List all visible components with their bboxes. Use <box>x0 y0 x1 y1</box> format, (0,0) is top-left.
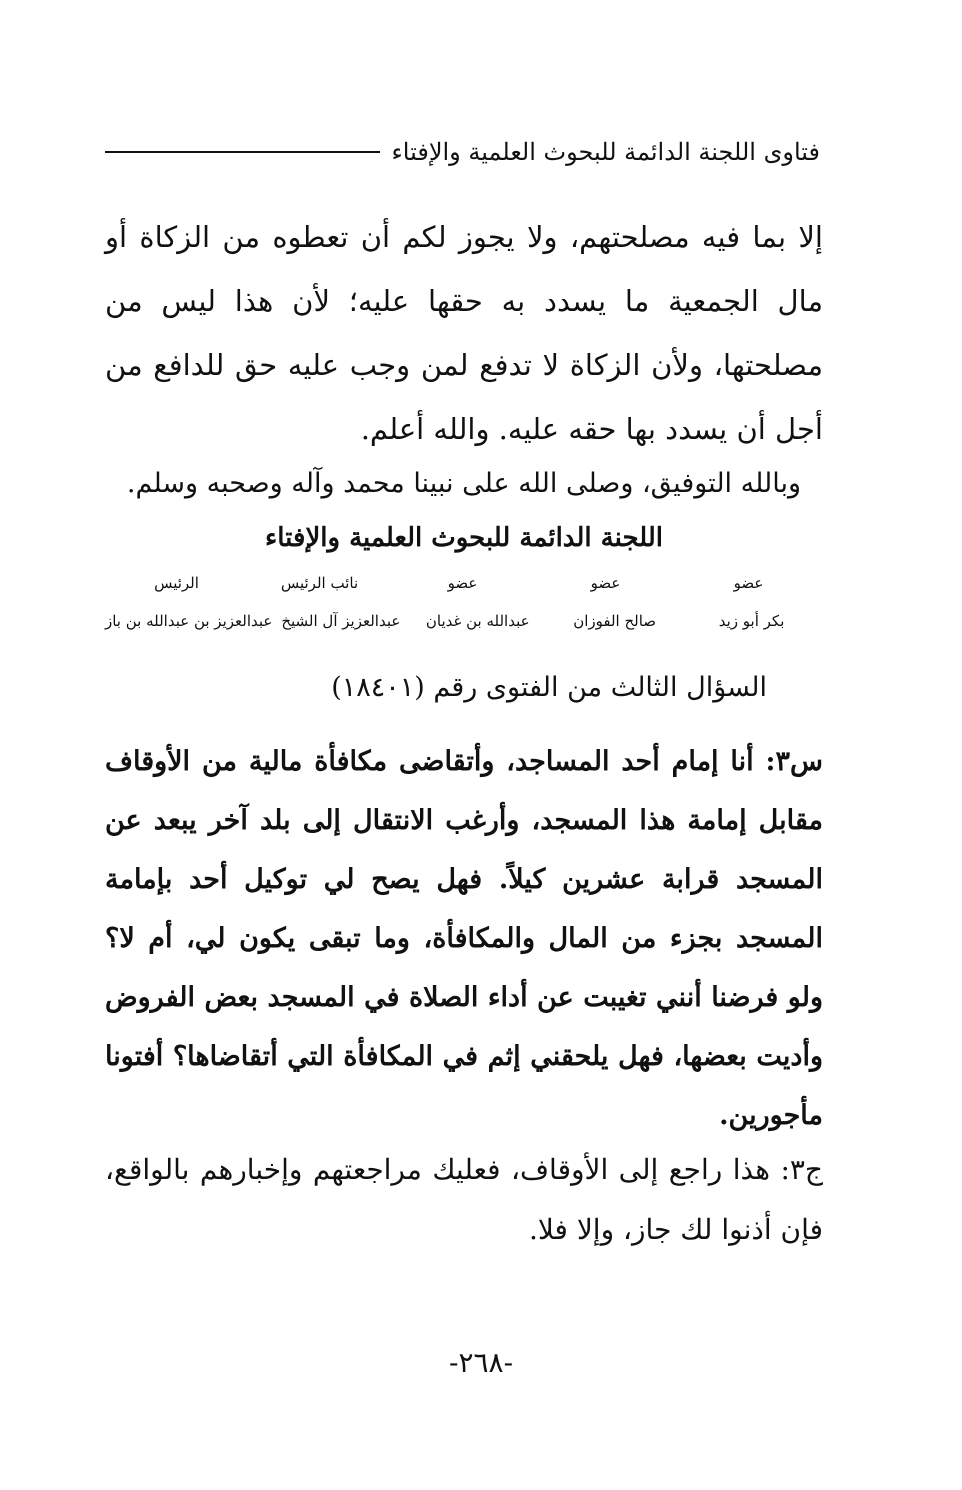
committee-name: اللجنة الدائمة للبحوث العلمية والإفتاء <box>265 523 663 553</box>
signatory-roles <box>105 574 820 592</box>
signatory-name: عبدالعزيز بن عبدالله بن باز <box>104 612 273 630</box>
closing-line: وبالله التوفيق، وصلى الله على نبينا محمد وآله وصحبه وسلم. <box>126 468 802 499</box>
signatory-role: نائب الرئيس <box>280 574 359 592</box>
signatory-name: عبدالله بن غديان <box>425 612 530 630</box>
signatory-role: عضو <box>447 574 478 592</box>
running-title: فتاوى اللجنة الدائمة للبحوث العلمية والإفتاء <box>391 138 820 166</box>
signatory-names <box>105 612 820 630</box>
signatory-name: عبدالعزيز آل الشيخ <box>281 612 401 630</box>
answer-text: ج٣: هذا راجع إلى الأوقاف، فعليك مراجعتهم وإخبارهم بالواقع، فإن أذنوا لك جاز، وإلا فلا. <box>105 1153 823 1246</box>
running-header <box>105 132 820 172</box>
signatory-role: عضو <box>590 574 621 592</box>
header-rule <box>105 151 380 153</box>
signatory-name: بكر أبو زيد <box>718 612 785 630</box>
signatory-role: عضو <box>733 574 764 592</box>
question-heading: السؤال الثالث من الفتوى رقم (١٨٤٠١) <box>331 672 767 703</box>
page-number: -٢٦٨- <box>448 1346 514 1379</box>
question-text: س٣: أنا إمام أحد المساجد، وأتقاضى مكافأة مالية من الأوقاف مقابل إمامة هذا المسجد، وأرغب الانتقال إلى بلد آخر يبعد عن المسجد قرابة عشرين كيلاً. فهل يصح لي توكيل أحد بإمامة المسجد بجزء من المال والمكافأة، وما تبقى يكون لي، أم لا؟ ولو فرضنا أنني تغيبت عن أداء الصلاة في المسجد بعض الفروض وأديت بعضها، فهل يلحقني إثم في المكافأة التي أتقاضاها؟ أفتونا مأجورين. <box>105 746 823 1131</box>
signatory-name: صالح الفوزان <box>573 612 657 630</box>
paragraph-fatwa-continuation: إلا بما فيه مصلحتهم، ولا يجوز لكم أن تعطوه من الزكاة أو مال الجمعية ما يسدد به حقها عليه؛ لأن هذا ليس من مصلحتها، ولأن الزكاة لا تدفع لمن وجب عليه حق للدافع من أجل أن يسدد بها حقه عليه. والله أعلم. <box>105 220 823 446</box>
signatory-role: الرئيس <box>154 574 199 592</box>
